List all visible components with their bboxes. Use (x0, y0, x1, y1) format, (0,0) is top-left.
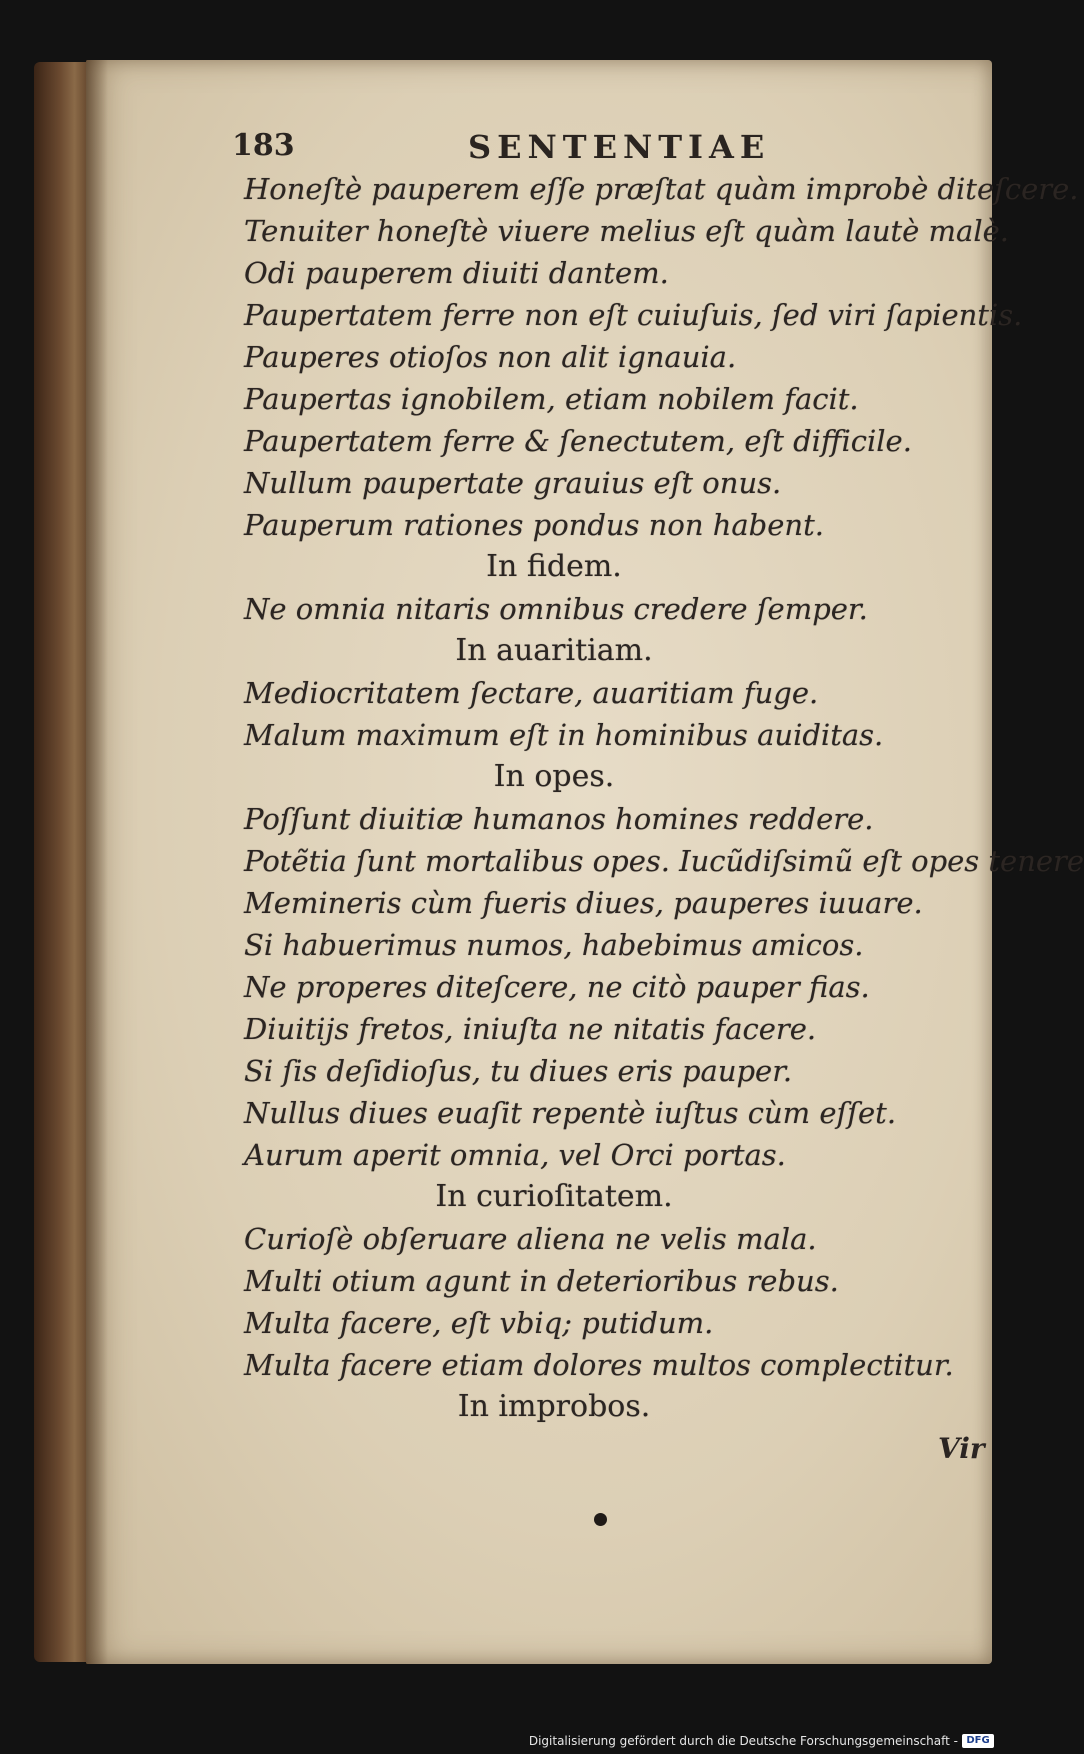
section-heading: In auaritiam. (455, 633, 653, 668)
text-line: Malum maximum eſt in hominibus auiditas. (244, 718, 884, 752)
digitization-footer (0, 1728, 1000, 1754)
section-heading: In improbos. (457, 1389, 651, 1424)
page-header (0, 128, 1000, 168)
section-heading: In opes. (493, 759, 615, 794)
ink-dot (594, 1513, 607, 1526)
text-line: Odi pauperem diuiti dantem. (244, 256, 669, 290)
text-line: Tenuiter honeſtè viuere melius eſt quàm lautè malè. (244, 214, 1009, 248)
running-head: SENTENTIAE (468, 128, 771, 166)
page-number: 183 (232, 128, 295, 163)
text-line: Honeſtè pauperem eſſe præſtat quàm improbè diteſcere. (244, 172, 1079, 206)
page-gutter-shadow (86, 60, 108, 1664)
text-line: Paupertas ignobilem, etiam nobilem facit. (244, 382, 859, 416)
text-line: Ne omnia nitaris omnibus credere ſemper. (244, 592, 868, 626)
text-line: Nullum paupertate grauius eſt onus. (244, 466, 782, 500)
text-line: Pauperum rationes pondus non habent. (244, 508, 824, 542)
text-line: Nullus diues euaſit repentè iuſtus cùm eſſet. (244, 1096, 897, 1130)
text-line: Aurum aperit omnia, vel Orci portas. (244, 1138, 786, 1172)
text-line: Si ſis deſidioſus, tu diues eris pauper. (244, 1054, 793, 1088)
catchword: Vir (938, 1432, 985, 1465)
text-line: Multi otium agunt in deterioribus rebus. (244, 1264, 839, 1298)
text-line: Multa facere, eſt vbiq; putidum. (244, 1306, 714, 1340)
text-line: Paupertatem ferre non eſt cuiuſuis, ſed viri ſapientis. (244, 298, 1023, 332)
text-line: Potẽtia ſunt mortalibus opes. Iucũdiſsimũ eſt opes tenere (244, 844, 1084, 878)
dfg-logo: DFG (962, 1734, 994, 1748)
page-body-text (244, 168, 1084, 1428)
text-line: Multa facere etiam dolores multos complectitur. (244, 1348, 954, 1382)
text-line: Paupertatem ferre & ſenectutem, eſt difficile. (244, 424, 912, 458)
text-line: Poſſunt diuitiæ humanos homines reddere. (244, 802, 874, 836)
text-line: Ne properes diteſcere, ne citò pauper fias. (244, 970, 870, 1004)
text-line: Curioſè obſeruare aliena ne velis mala. (244, 1222, 817, 1256)
text-line: Si habuerimus numos, habebimus amicos. (244, 928, 864, 962)
section-heading: In fidem. (486, 549, 622, 584)
text-line: Diuitijs fretos, iniuſta ne nitatis facere. (244, 1012, 817, 1046)
text-line: Mediocritatem ſectare, auaritiam fuge. (244, 676, 819, 710)
text-line: Memineris cùm fueris diues, pauperes iuuare. (244, 886, 923, 920)
book-cover-edge (34, 62, 92, 1662)
footer-credit: Digitalisierung gefördert durch die Deutsche Forschungsgemeinschaft - (528, 1734, 958, 1748)
text-line: Pauperes otioſos non alit ignauia. (244, 340, 737, 374)
section-heading: In curioſitatem. (435, 1179, 673, 1214)
